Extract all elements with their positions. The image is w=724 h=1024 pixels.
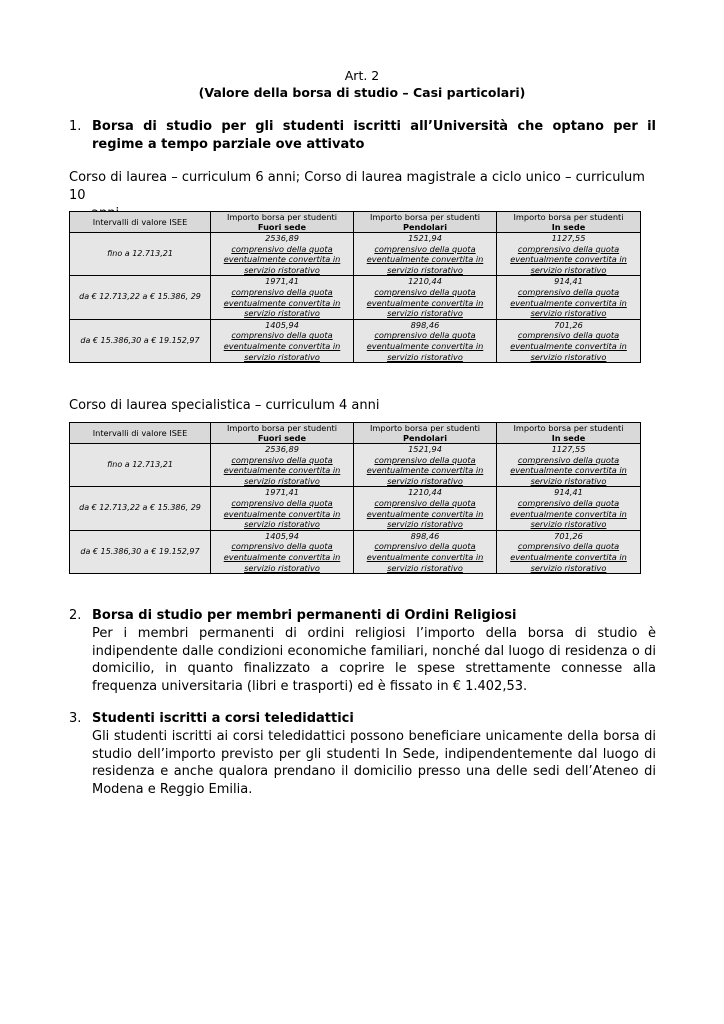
header-label: In sede — [551, 222, 586, 232]
header-prefix: Importo borsa per studenti — [226, 212, 338, 222]
note-line: comprensivo della quota — [231, 454, 333, 465]
amount-cell — [497, 233, 641, 276]
note-line: eventualmente convertita in — [366, 465, 484, 476]
header-prefix: Importo borsa per studenti — [226, 423, 338, 433]
note-line: eventualmente convertita in — [366, 551, 484, 562]
note-line: servizio ristorativo — [244, 562, 320, 573]
isee-range: da € 12.713,22 a € 15.386, 29 — [70, 487, 211, 530]
section2-number: 2. — [69, 608, 82, 623]
note-line: comprensivo della quota — [374, 454, 476, 465]
amount-cell — [497, 319, 641, 362]
isee-range: da € 15.386,30 a € 19.152,97 — [70, 530, 211, 573]
header-label: Pendolari — [402, 222, 448, 232]
note-line: comprensivo della quota — [374, 330, 476, 341]
note-line: servizio ristorativo — [530, 264, 607, 275]
header-prefix: Importo borsa per studenti — [513, 423, 624, 433]
header-label: Fuori sede — [257, 222, 307, 232]
table-curriculum-4 — [69, 422, 641, 574]
note-line: comprensivo della quota — [374, 497, 476, 508]
table-row — [70, 530, 641, 573]
section1-number: 1. — [69, 119, 82, 134]
amount-cell — [497, 444, 641, 487]
table-header-row — [70, 423, 641, 444]
amount-value: 701,26 — [554, 530, 583, 541]
amount-value: 1971,41 — [265, 487, 299, 498]
table-row — [70, 444, 641, 487]
note-line: comprensivo della quota — [517, 330, 620, 341]
amount-value: 1127,55 — [551, 444, 586, 454]
note-line: eventualmente convertita in — [510, 508, 627, 519]
amount-cell — [211, 487, 354, 530]
note-line: servizio ristorativo — [244, 308, 320, 319]
header-isee: Intervalli di valore ISEE — [70, 423, 211, 444]
note-line: comprensivo della quota — [517, 541, 620, 552]
amount-cell — [211, 233, 354, 276]
amount-cell — [211, 276, 354, 319]
article-number: Art. 2 — [344, 68, 380, 83]
note-line: eventualmente convertita in — [510, 254, 627, 265]
note-line: comprensivo della quota — [374, 243, 476, 254]
section3-body: Gli studenti iscritti ai corsi teledidattici possono beneficiare unicamente della borsa di studio dell’importo previsto per gli studenti In Sede, indipendentemente dal luogo di residenza e anche qualora prendano il domicilio presso una delle sedi dell’Ateneo di Modena e Reggio Emilia. — [92, 729, 656, 798]
article-subtitle: (Valore della borsa di studio – Casi particolari) — [198, 85, 526, 100]
header-fuori-sede — [211, 423, 354, 444]
amount-value: 914,41 — [554, 487, 583, 498]
header-prefix: Importo borsa per studenti — [513, 212, 624, 222]
amount-value: 1521,94 — [408, 233, 442, 243]
note-line: comprensivo della quota — [231, 243, 333, 254]
header-pendolari — [354, 212, 497, 233]
note-line: servizio ristorativo — [387, 519, 463, 530]
amount-value: 1521,94 — [408, 444, 442, 454]
section2-body: Per i membri permanenti di ordini religiosi l’importo della borsa di studio è indipendente dalle condizioni economiche familiari, nonché dal luogo di residenza o di domicilio, in quanto finalizzato a coprire le spese strettamente connesse alla frequenza universitaria (libri e trasporti) ed è fissato in € 1.402,53. — [92, 626, 656, 695]
amount-cell — [354, 319, 497, 362]
note-line: servizio ristorativo — [244, 475, 320, 486]
amount-cell — [497, 276, 641, 319]
note-line: eventualmente convertita in — [510, 340, 627, 351]
amount-cell — [211, 319, 354, 362]
note-line: comprensivo della quota — [231, 330, 333, 341]
amount-value: 701,26 — [554, 319, 583, 330]
note-line: eventualmente convertita in — [366, 254, 484, 265]
section3-heading: Studenti iscritti a corsi teledidattici — [92, 711, 354, 726]
note-line: servizio ristorativo — [530, 475, 607, 486]
header-in-sede — [497, 212, 641, 233]
isee-range: fino a 12.713,21 — [70, 444, 211, 487]
note-line: servizio ristorativo — [387, 264, 463, 275]
header-isee: Intervalli di valore ISEE — [70, 212, 211, 233]
note-line: servizio ristorativo — [244, 351, 320, 362]
header-prefix: Importo borsa per studenti — [369, 423, 481, 433]
note-line: eventualmente convertita in — [510, 465, 627, 476]
note-line: servizio ristorativo — [530, 308, 607, 319]
amount-cell — [354, 233, 497, 276]
note-line: eventualmente convertita in — [223, 508, 341, 519]
header-label: Fuori sede — [257, 433, 307, 443]
section1-heading: Borsa di studio per gli studenti iscritti all’Università che optano per il regime a tempo parziale ove attivato — [92, 119, 656, 152]
header-prefix: Importo borsa per studenti — [369, 212, 481, 222]
course-b-caption: Corso di laurea specialistica – curriculum 4 anni — [69, 398, 380, 413]
note-line: eventualmente convertita in — [223, 465, 341, 476]
note-line: servizio ristorativo — [244, 519, 320, 530]
note-line: comprensivo della quota — [231, 541, 333, 552]
note-line: eventualmente convertita in — [366, 508, 484, 519]
header-fuori-sede — [211, 212, 354, 233]
table-row — [70, 233, 641, 276]
amount-value: 2536,89 — [265, 233, 299, 243]
note-line: servizio ristorativo — [244, 264, 320, 275]
note-line: servizio ristorativo — [530, 562, 607, 573]
amount-cell — [497, 530, 641, 573]
note-line: eventualmente convertita in — [223, 254, 341, 265]
amount-value: 1405,94 — [265, 530, 299, 541]
amount-cell — [211, 530, 354, 573]
table-header-row — [70, 212, 641, 233]
note-line: comprensivo della quota — [517, 497, 620, 508]
table-row — [70, 276, 641, 319]
header-label: In sede — [551, 433, 586, 443]
header-in-sede — [497, 423, 641, 444]
amount-value: 1971,41 — [265, 276, 299, 287]
note-line: comprensivo della quota — [517, 286, 620, 297]
amount-cell — [354, 444, 497, 487]
amount-value: 1405,94 — [265, 319, 299, 330]
header-pendolari — [354, 423, 497, 444]
note-line: comprensivo della quota — [374, 286, 476, 297]
note-line: servizio ristorativo — [530, 351, 607, 362]
note-line: servizio ristorativo — [387, 308, 463, 319]
note-line: comprensivo della quota — [517, 243, 620, 254]
note-line: servizio ristorativo — [387, 562, 463, 573]
amount-value: 914,41 — [554, 276, 583, 287]
amount-value: 898,46 — [410, 319, 440, 330]
note-line: eventualmente convertita in — [366, 297, 484, 308]
note-line: comprensivo della quota — [231, 497, 333, 508]
table-row — [70, 319, 641, 362]
note-line: servizio ristorativo — [530, 519, 607, 530]
header-label: Pendolari — [402, 433, 448, 443]
amount-value: 1210,44 — [408, 276, 442, 287]
note-line: eventualmente convertita in — [223, 551, 341, 562]
amount-value: 898,46 — [410, 530, 440, 541]
amount-cell — [354, 487, 497, 530]
note-line: comprensivo della quota — [517, 454, 620, 465]
note-line: servizio ristorativo — [387, 351, 463, 362]
section2-heading: Borsa di studio per membri permanenti di Ordini Religiosi — [92, 608, 517, 623]
amount-cell — [354, 276, 497, 319]
note-line: comprensivo della quota — [374, 541, 476, 552]
isee-range: da € 15.386,30 a € 19.152,97 — [70, 319, 211, 362]
table-curriculum-6-10 — [69, 211, 641, 363]
amount-value: 1210,44 — [408, 487, 442, 498]
amount-value: 1127,55 — [551, 233, 586, 243]
note-line: servizio ristorativo — [387, 475, 463, 486]
note-line: eventualmente convertita in — [510, 551, 627, 562]
isee-range: da € 12.713,22 a € 15.386, 29 — [70, 276, 211, 319]
section3-number: 3. — [69, 711, 82, 726]
note-line: eventualmente convertita in — [223, 297, 341, 308]
course-a-line1: Corso di laurea – curriculum 6 anni; Corso di laurea magistrale a ciclo unico – curriculum 10 — [69, 170, 645, 203]
amount-cell — [211, 444, 354, 487]
amount-cell — [497, 487, 641, 530]
note-line: eventualmente convertita in — [223, 340, 341, 351]
note-line: eventualmente convertita in — [510, 297, 627, 308]
amount-cell — [354, 530, 497, 573]
note-line: eventualmente convertita in — [366, 340, 484, 351]
note-line: comprensivo della quota — [231, 286, 333, 297]
amount-value: 2536,89 — [265, 444, 299, 454]
table-row — [70, 487, 641, 530]
isee-range: fino a 12.713,21 — [70, 233, 211, 276]
